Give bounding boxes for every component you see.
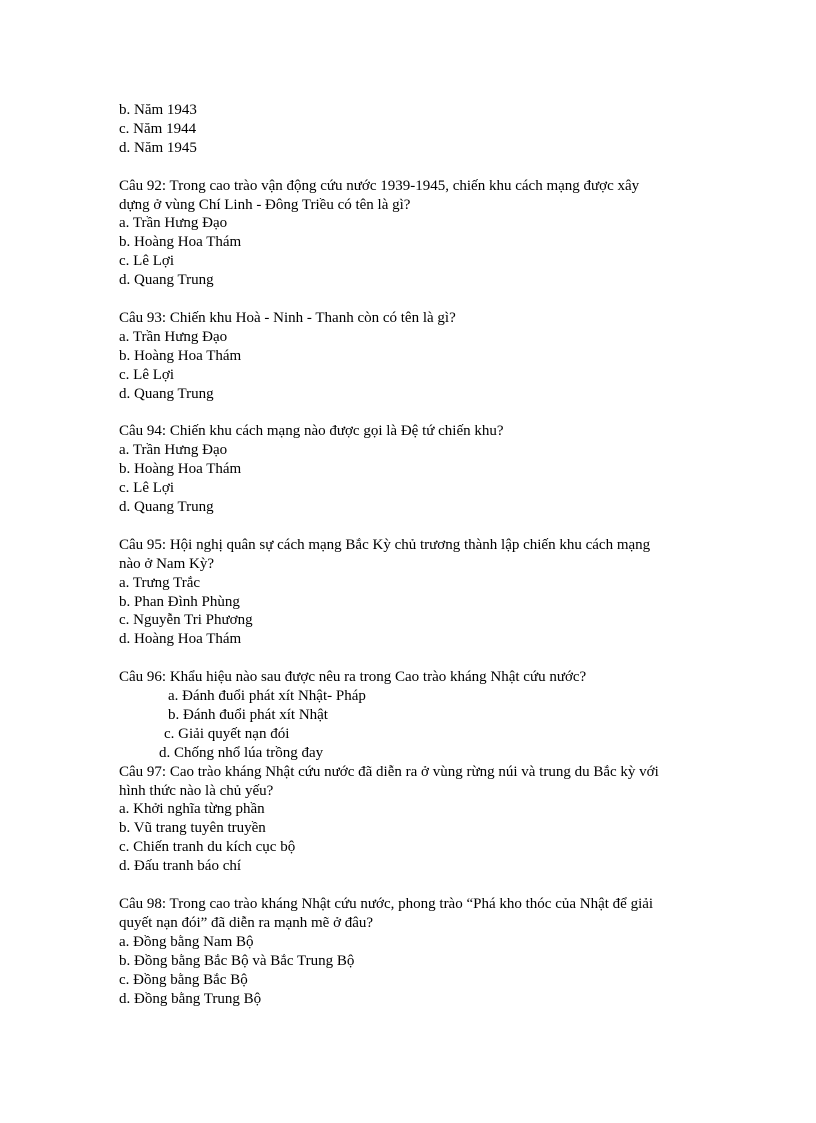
option-line: b. Đồng bằng Bắc Bộ và Bắc Trung Bộ (119, 952, 355, 969)
question-96 (119, 668, 709, 763)
option-line: c. Lê Lợi (119, 366, 174, 383)
question-94 (119, 422, 709, 517)
question-92 (119, 177, 709, 290)
option-line: a. Đánh đuổi phát xít Nhật- Pháp (168, 688, 366, 705)
question-text: Câu 98: Trong cao trào kháng Nhật cứu nước, phong trào “Phá kho thóc của Nhật để giải (119, 895, 654, 912)
option-line: b. Hoàng Hoa Thám (119, 347, 242, 364)
question-97 (119, 763, 709, 876)
question-text: quyết nạn đói” đã diễn ra mạnh mẽ ở đâu? (119, 914, 374, 931)
option-line: c. Năm 1944 (119, 120, 197, 137)
option-line: d. Quang Trung (119, 385, 214, 402)
option-line: c. Giải quyết nạn đói (164, 725, 290, 742)
option-line: b. Hoàng Hoa Thám (119, 461, 242, 478)
option-line: d. Hoàng Hoa Thám (119, 631, 242, 648)
question-98 (119, 895, 709, 1008)
question-text: Câu 92: Trong cao trào vận động cứu nước 1939-1945, chiến khu cách mạng được xây (119, 177, 640, 194)
option-line: b. Phan Đình Phùng (119, 593, 240, 610)
option-line: c. Lê Lợi (119, 253, 174, 270)
option-line: b. Năm 1943 (119, 102, 197, 118)
leading-options (119, 101, 709, 158)
option-line: d. Đồng bằng Trung Bộ (119, 990, 262, 1007)
question-text: hình thức nào là chủ yếu? (119, 782, 274, 799)
option-line: a. Trần Hưng Đạo (119, 328, 228, 345)
option-line: b. Vũ trang tuyên truyền (119, 820, 266, 837)
question-text: dựng ở vùng Chí Linh - Đông Triều có tên là gì? (119, 196, 411, 213)
option-line: a. Trưng Trắc (119, 574, 201, 591)
option-line: d. Quang Trung (119, 272, 214, 289)
option-line: c. Chiến tranh du kích cục bộ (119, 839, 296, 856)
question-93 (119, 309, 709, 404)
question-text: Câu 97: Cao trào kháng Nhật cứu nước đã diễn ra ở vùng rừng núi và trung du Bắc kỳ với (119, 763, 659, 780)
option-line: d. Đấu tranh báo chí (119, 858, 242, 875)
option-line: c. Đồng bằng Bắc Bộ (119, 971, 248, 988)
option-line: d. Chống nhổ lúa trồng đay (159, 744, 324, 761)
option-line: a. Đồng bằng Nam Bộ (119, 933, 254, 950)
question-text: Câu 95: Hội nghị quân sự cách mạng Bắc Kỳ chủ trương thành lập chiến khu cách mạng (119, 536, 651, 553)
option-line: b. Đánh đuổi phát xít Nhật (168, 706, 328, 723)
option-line: c. Lê Lợi (119, 480, 174, 497)
option-line: d. Quang Trung (119, 498, 214, 515)
option-line: c. Nguyễn Tri Phương (119, 612, 253, 629)
question-text: Câu 96: Khẩu hiệu nào sau được nêu ra trong Cao trào kháng Nhật cứu nước? (119, 669, 587, 686)
option-line: d. Năm 1945 (119, 139, 197, 156)
option-line: a. Trần Hưng Đạo (119, 215, 228, 232)
question-text: Câu 94: Chiến khu cách mạng nào được gọi là Đệ tứ chiến khu? (119, 423, 504, 440)
question-text: nào ở Nam Kỳ? (119, 555, 214, 572)
option-line: b. Hoàng Hoa Thám (119, 234, 242, 251)
option-line: a. Trần Hưng Đạo (119, 442, 228, 459)
document-content (119, 101, 709, 1008)
question-95 (119, 536, 709, 649)
option-line: a. Khởi nghĩa từng phần (119, 801, 265, 818)
question-text: Câu 93: Chiến khu Hoà - Ninh - Thanh còn có tên là gì? (119, 309, 456, 326)
